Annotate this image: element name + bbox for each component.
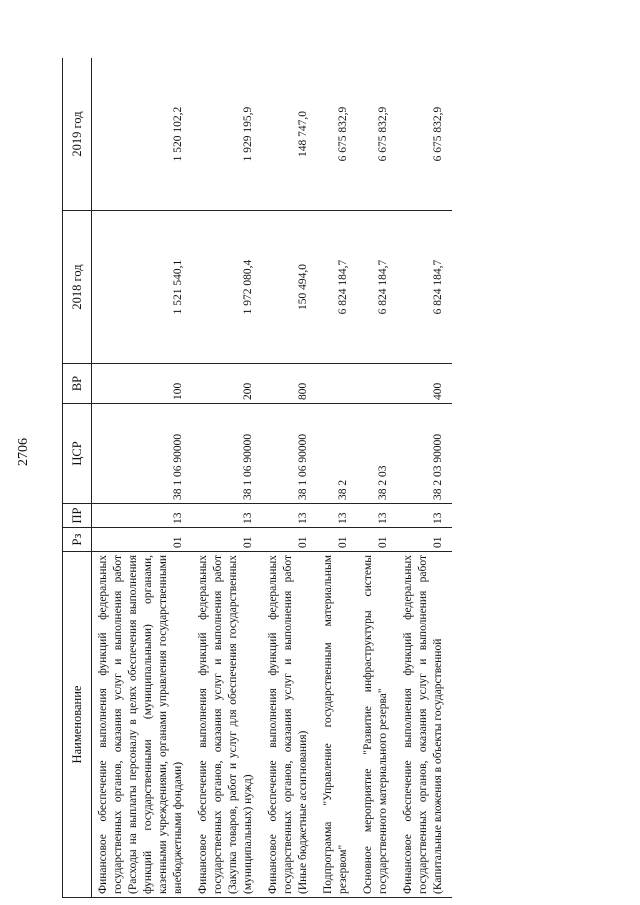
- table-row: [192, 58, 262, 898]
- row-pr: 13: [262, 504, 317, 528]
- row-pr: 13: [192, 504, 262, 528]
- row-vr: 200: [192, 364, 262, 404]
- table-row: [397, 58, 452, 898]
- row-csr: 38 1 06 90000: [92, 404, 193, 504]
- row-name: Финансовое обеспечение выполнения функций федеральных государственных органов, оказания услуг и выполнения работ (Закупка товаров, работ и услуг для обеспечения государственных (муниципальных) нужд): [192, 552, 262, 898]
- row-name: Основное мероприятие "Развитие инфраструктуры системы государственного материального резерва": [357, 552, 397, 898]
- header-2018: 2018 год: [63, 211, 92, 364]
- header-vr: ВР: [63, 364, 92, 404]
- row-rz: 01: [397, 528, 452, 552]
- row-2018: 1 972 080,4: [192, 211, 262, 364]
- table-header-row: [63, 58, 92, 898]
- header-pr: ПР: [63, 504, 92, 528]
- row-name: Финансовое обеспечение выполнения функций федеральных государственных органов, оказания услуг и выполнения работ (Иные бюджетные ассигнования): [262, 552, 317, 898]
- row-rz: 01: [192, 528, 262, 552]
- row-pr: 13: [317, 504, 357, 528]
- header-name: Наименование: [63, 552, 92, 898]
- row-2018: 1 521 540,1: [92, 211, 193, 364]
- page-number: 2706: [16, 438, 31, 466]
- row-vr: 400: [397, 364, 452, 404]
- row-rz: 01: [92, 528, 193, 552]
- row-csr: 38 2 03 90000: [397, 404, 452, 504]
- table-row: [92, 58, 193, 898]
- header-rz: Рз: [63, 528, 92, 552]
- row-rz: 01: [357, 528, 397, 552]
- row-2019: 1 520 102,2: [92, 58, 193, 211]
- row-2019: 1 929 195,9: [192, 58, 262, 211]
- row-pr: 13: [92, 504, 193, 528]
- budget-table-container: [62, 58, 610, 898]
- row-vr: [317, 364, 357, 404]
- row-2018: 6 824 184,7: [397, 211, 452, 364]
- row-name: Финансовое обеспечение выполнения функций федеральных государственных органов, оказания услуг и выполнения работ (Капитальные вложения в объекты государственной: [397, 552, 452, 898]
- row-name: Подпрограмма "Управление государственным материальным резервом": [317, 552, 357, 898]
- row-2019: 148 747,0: [262, 58, 317, 211]
- row-2019: 6 675 832,9: [397, 58, 452, 211]
- row-csr: 38 2 03: [357, 404, 397, 504]
- row-rz: 01: [262, 528, 317, 552]
- row-vr: 800: [262, 364, 317, 404]
- row-pr: 13: [357, 504, 397, 528]
- row-csr: 38 1 06 90000: [192, 404, 262, 504]
- rotated-page: [62, 58, 610, 898]
- row-2018: 6 824 184,7: [317, 211, 357, 364]
- header-2019: 2019 год: [63, 58, 92, 211]
- row-2019: 6 675 832,9: [357, 58, 397, 211]
- row-rz: 01: [317, 528, 357, 552]
- row-csr: 38 2: [317, 404, 357, 504]
- row-2018: 150 494,0: [262, 211, 317, 364]
- row-vr: [357, 364, 397, 404]
- row-2018: 6 824 184,7: [357, 211, 397, 364]
- row-name: Финансовое обеспечение выполнения функций федеральных государственных органов, оказания услуг и выполнения работ (Расходы на выплаты персоналу в целях обеспечения выполнения функций государственными (муниципальными) органами, казенными учреждениями, органами управления государственными внебюджетными фондами): [92, 552, 193, 898]
- row-vr: 100: [92, 364, 193, 404]
- table-row: [357, 58, 397, 898]
- row-csr: 38 1 06 90000: [262, 404, 317, 504]
- row-2019: 6 675 832,9: [317, 58, 357, 211]
- table-row: [262, 58, 317, 898]
- budget-table: [62, 58, 452, 898]
- row-pr: 13: [397, 504, 452, 528]
- table-row: [317, 58, 357, 898]
- header-csr: ЦСР: [63, 404, 92, 504]
